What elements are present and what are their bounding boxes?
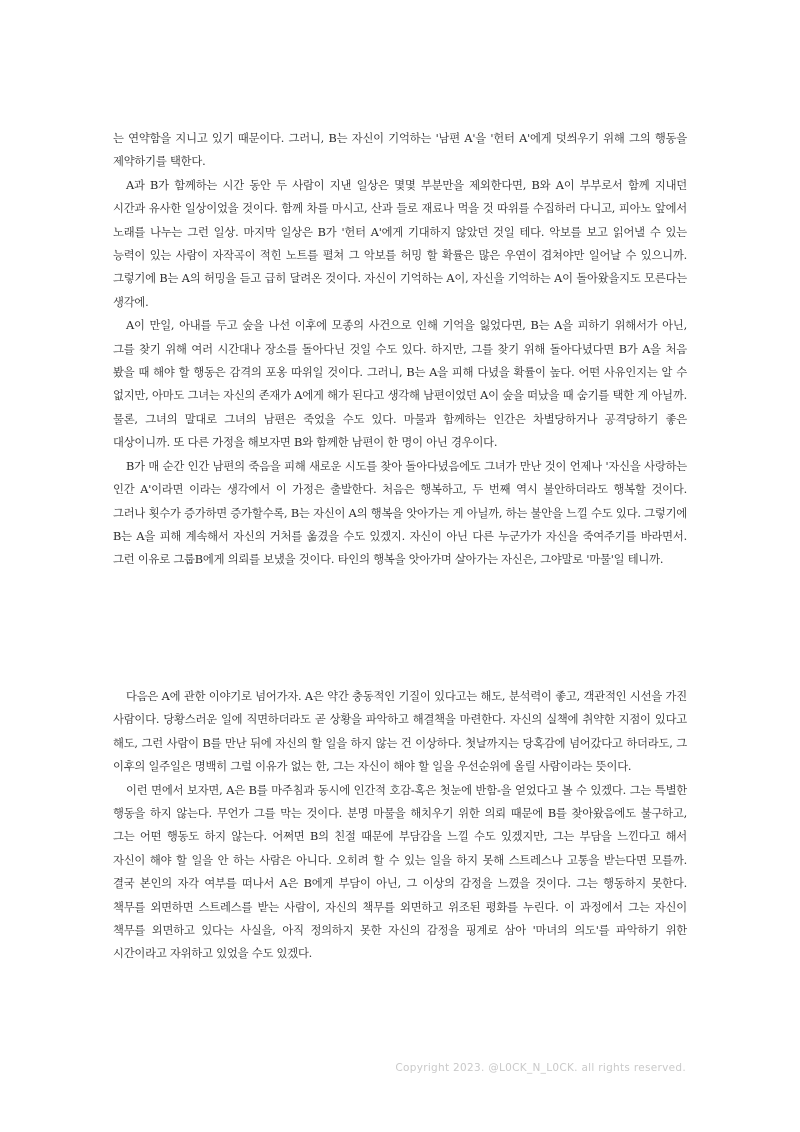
paragraph: B가 매 순간 인간 남편의 죽음을 피해 새로운 시도를 찾아 돌아다녔음에도 그녀가 만난 것이 언제나 '자신을 사랑하는 인간 A'이라면 이라는 생각에서 이 가정은 출발한다. 처음은 행복하고, 두 번째 역시 불안하더라도 행복할 것이다. 그러나 횟수가 증가하면 증가할수록, B는 자신이 A의 행복을 앗아가는 게 아닐까, 하는 불안을 느낄 수도 있다. 그렇기에 B는 A을 피해 계속해서 자신의 거처를 옮겼을 수도 있겠지. 자신이 아닌 다른 누군가가 자신을 죽여주기를 바라면서. 그런 이유로 그룹B에게 의뢰를 보냈을 것이다. 타인의 행복을 앗아가며 살아가는 자신은, 그야말로 '마물'일 테니까. — [113, 459, 687, 567]
paragraph: 다음은 A에 관한 이야기로 넘어가자. A은 약간 충동적인 기질이 있다고는 해도, 분석력이 좋고, 객관적인 시선을 가진 사람이다. 당황스러운 일에 직면하더라도 곧 상황을 파악하고 해결책을 마련한다. 자신의 실책에 취약한 지점이 있다고 해도, 그런 사람이 B를 만난 뒤에 자신의 할 일을 하지 않는 건 이상하다. 첫날까지는 당혹감에 넘어갔다고 하더라도, 그 이후의 일주일은 명백히 그럴 이유가 없는 한, 그는 자신이 해야 할 일을 우선순위에 올릴 사람이라는 뜻이다. — [113, 690, 687, 774]
paragraph: A이 만일, 아내를 두고 숲을 나선 이후에 모종의 사건으로 인해 기억을 잃었다면, B는 A을 피하기 위해서가 아닌, 그를 찾기 위해 여러 시간대나 장소를 돌아다닌 것일 수도 있다. 하지만, 그를 찾기 위해 돌아다녔다면 B가 A을 처음 봤을 때 해야 할 행동은 감격의 포옹 따위일 것이다. 그러니, B는 A을 피해 다녔을 확률이 높다. 어떤 사유인지는 알 수 없지만, 아마도 그녀는 자신의 존재가 A에게 해가 된다고 생각해 남편이었던 A이 숲을 떠났을 때 숨기를 택한 게 아닐까. 물론, 그녀의 말대로 그녀의 남편은 죽었을 수도 있다. 마물과 함께하는 인간은 차별당하거나 공격당하기 좋은 대상이니까. 또 다른 가정을 해보자면 B와 함께한 남편이 한 명이 아닌 경우이다. — [113, 319, 687, 450]
text-section-2 — [113, 685, 687, 966]
copyright-footer: Copyright 2023. @L0CK_N_L0CK. all rights reserved. — [395, 1062, 686, 1074]
text-section-1 — [113, 127, 687, 572]
paragraph: 이런 면에서 보자면, A은 B를 마주침과 동시에 인간적 호감-혹은 첫눈에 반함-을 얻었다고 볼 수 있겠다. 그는 특별한 행동을 하지 않는다. 무언가 그를 막는 것이다. 분명 마물을 해치우기 위한 의뢰 때문에 B를 찾아왔음에도 불구하고, 그는 어떤 행동도 하지 않는다. 어쩌면 B의 친절 때문에 부담감을 느낄 수도 있겠지만, 그는 부담을 느낀다고 해서 자신이 해야 할 일을 안 하는 사람은 아니다. 오히려 할 수 있는 일을 하지 못해 스트레스나 고통을 받는다면 모를까. 결국 본인의 자각 여부를 떠나서 A은 B에게 부담이 아닌, 그 이상의 감정을 느꼈을 것이다. 그는 행동하지 못한다. 책무를 외면하면 스트레스를 받는 사람이, 자신의 책무를 외면하고 위조된 평화를 누린다. 이 과정에서 그는 자신이 책무를 외면하고 있다는 사실을, 아직 정의하지 못한 자신의 감정을 핑계로 삼아 '마녀의 의도'를 파악하기 위한 시간이라고 자위하고 있었을 수도 있겠다. — [113, 783, 687, 961]
paragraph: 는 연약함을 지니고 있기 때문이다. 그러니, B는 자신이 기억하는 '남편 A'을 '헌터 A'에게 덧씌우기 위해 그의 행동을 제약하기를 택한다. — [113, 132, 687, 169]
paragraph: A과 B가 함께하는 시간 동안 두 사람이 지낸 일상은 몇몇 부분만을 제외한다면, B와 A이 부부로서 함께 지내던 시간과 유사한 일상이었을 것이다. 함께 차를 마시고, 산과 들로 재료나 먹을 것 따위를 수집하러 다니고, 피아노 앞에서 노래를 나누는 그런 일상. 마지막 일상은 B가 '헌터 A'에게 기대하지 않았던 것일 테다. 악보를 보고 읽어낼 수 있는 능력이 있는 사람이 자작곡이 적힌 노트를 펼쳐 그 악보를 허밍 할 확률은 많은 우연이 겹쳐야만 일어날 수 있으니까. 그렇기에 B는 A의 허밍을 듣고 급히 달려온 것이다. 자신이 기억하는 A이, 자신을 기억하는 A이 돌아왔을지도 모른다는 생각에. — [113, 178, 687, 309]
